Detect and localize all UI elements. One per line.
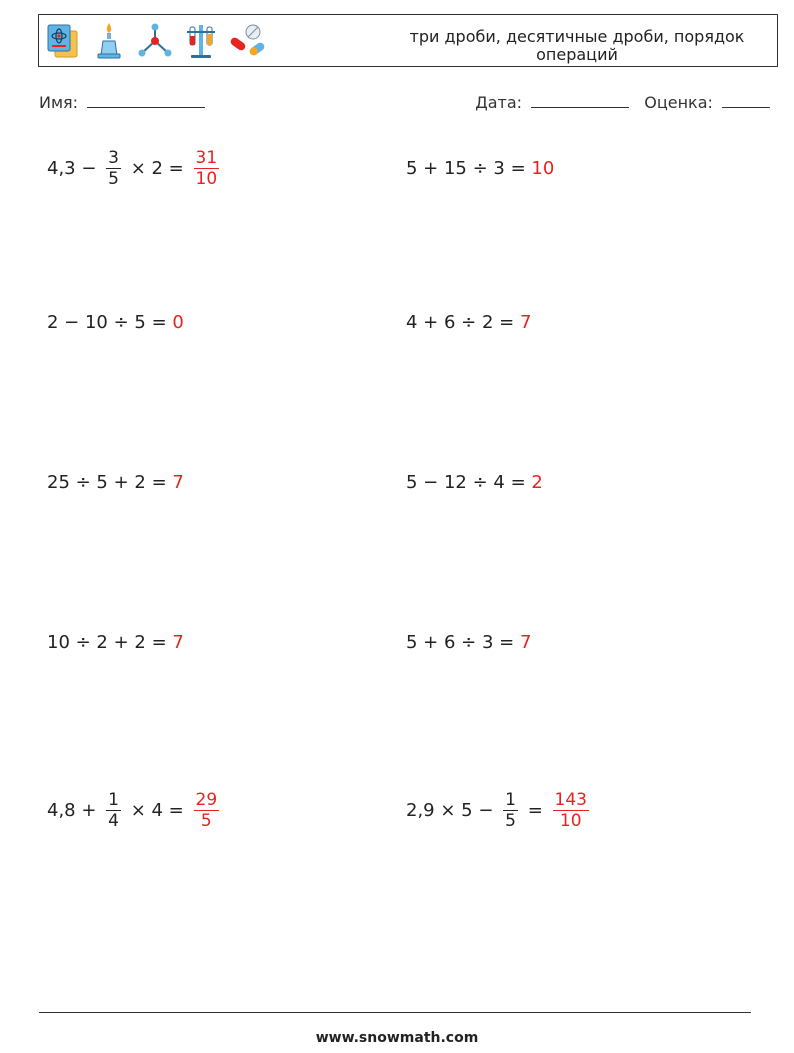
bunsen-burner-icon	[89, 21, 129, 61]
answer: 7	[172, 471, 184, 493]
problem-2	[406, 138, 554, 198]
answer: 10	[531, 157, 555, 179]
numerator: 1	[505, 789, 516, 810]
header-box	[38, 14, 778, 67]
problem-4	[406, 292, 531, 352]
footer-divider	[39, 1012, 751, 1013]
fraction	[503, 790, 518, 831]
problem-8	[406, 612, 531, 672]
expression-text: 4 + 6 ÷ 2 =	[406, 311, 520, 333]
expression-text: 2,9 × 5 −	[406, 799, 500, 821]
problem-1	[47, 138, 223, 198]
answer-numerator: 31	[195, 147, 218, 168]
answer: 7	[519, 631, 532, 653]
date-blank[interactable]	[531, 93, 629, 108]
expression-text: 5 + 6 ÷ 3 =	[406, 631, 520, 653]
answer-numerator: 29	[195, 789, 218, 810]
fraction	[106, 790, 121, 831]
answer: 2	[531, 471, 543, 493]
answer: 7	[519, 311, 532, 333]
expression-text: 2 − 10 ÷ 5 =	[47, 311, 173, 333]
date-label: Дата:	[475, 93, 523, 112]
expression-text: × 4 =	[124, 799, 190, 821]
answer-fraction	[553, 790, 589, 831]
denominator: 5	[505, 810, 516, 831]
expression-text: 10 ÷ 2 + 2 =	[47, 631, 173, 653]
denominator: 4	[108, 810, 119, 831]
name-field	[39, 93, 205, 112]
molecule-icon	[135, 21, 175, 61]
pills-icon	[227, 21, 267, 61]
answer-denominator: 10	[195, 168, 218, 189]
expression-text: 5 + 15 ÷ 3 =	[406, 157, 532, 179]
footer-site: www.snowmath.com	[315, 1030, 479, 1046]
answer-numerator: 143	[554, 789, 587, 810]
expression-text: 4,3 −	[47, 157, 103, 179]
answer: 0	[172, 311, 184, 333]
name-blank[interactable]	[87, 93, 205, 108]
numerator: 3	[108, 147, 119, 168]
answer-denominator: 10	[559, 810, 582, 831]
answer-denominator: 5	[200, 810, 212, 831]
problem-5	[47, 452, 184, 512]
expression-text: 5 − 12 ÷ 4 =	[406, 471, 532, 493]
header-icons	[43, 21, 267, 61]
test-tubes-icon	[181, 21, 221, 61]
expression-text: 25 ÷ 5 + 2 =	[47, 471, 173, 493]
denominator: 5	[108, 168, 119, 189]
problem-6	[406, 452, 543, 512]
fraction	[106, 148, 121, 189]
atom-book-icon	[43, 21, 83, 61]
score-blank[interactable]	[722, 93, 770, 108]
problem-10	[406, 780, 593, 840]
answer-fraction	[194, 790, 220, 831]
problem-9	[47, 780, 223, 840]
score-label: Оценка:	[644, 93, 713, 112]
name-label: Имя:	[39, 93, 79, 112]
answer-fraction	[194, 148, 220, 189]
expression-text: 4,8 +	[47, 799, 103, 821]
numerator: 1	[108, 789, 119, 810]
answer: 7	[172, 631, 184, 653]
page-title: три дроби, десятичные дроби, порядок операций	[409, 27, 745, 64]
expression-text: =	[521, 799, 549, 821]
problem-3	[47, 292, 184, 352]
expression-text: × 2 =	[124, 157, 190, 179]
problem-7	[47, 612, 184, 672]
date-score-field	[475, 93, 770, 112]
